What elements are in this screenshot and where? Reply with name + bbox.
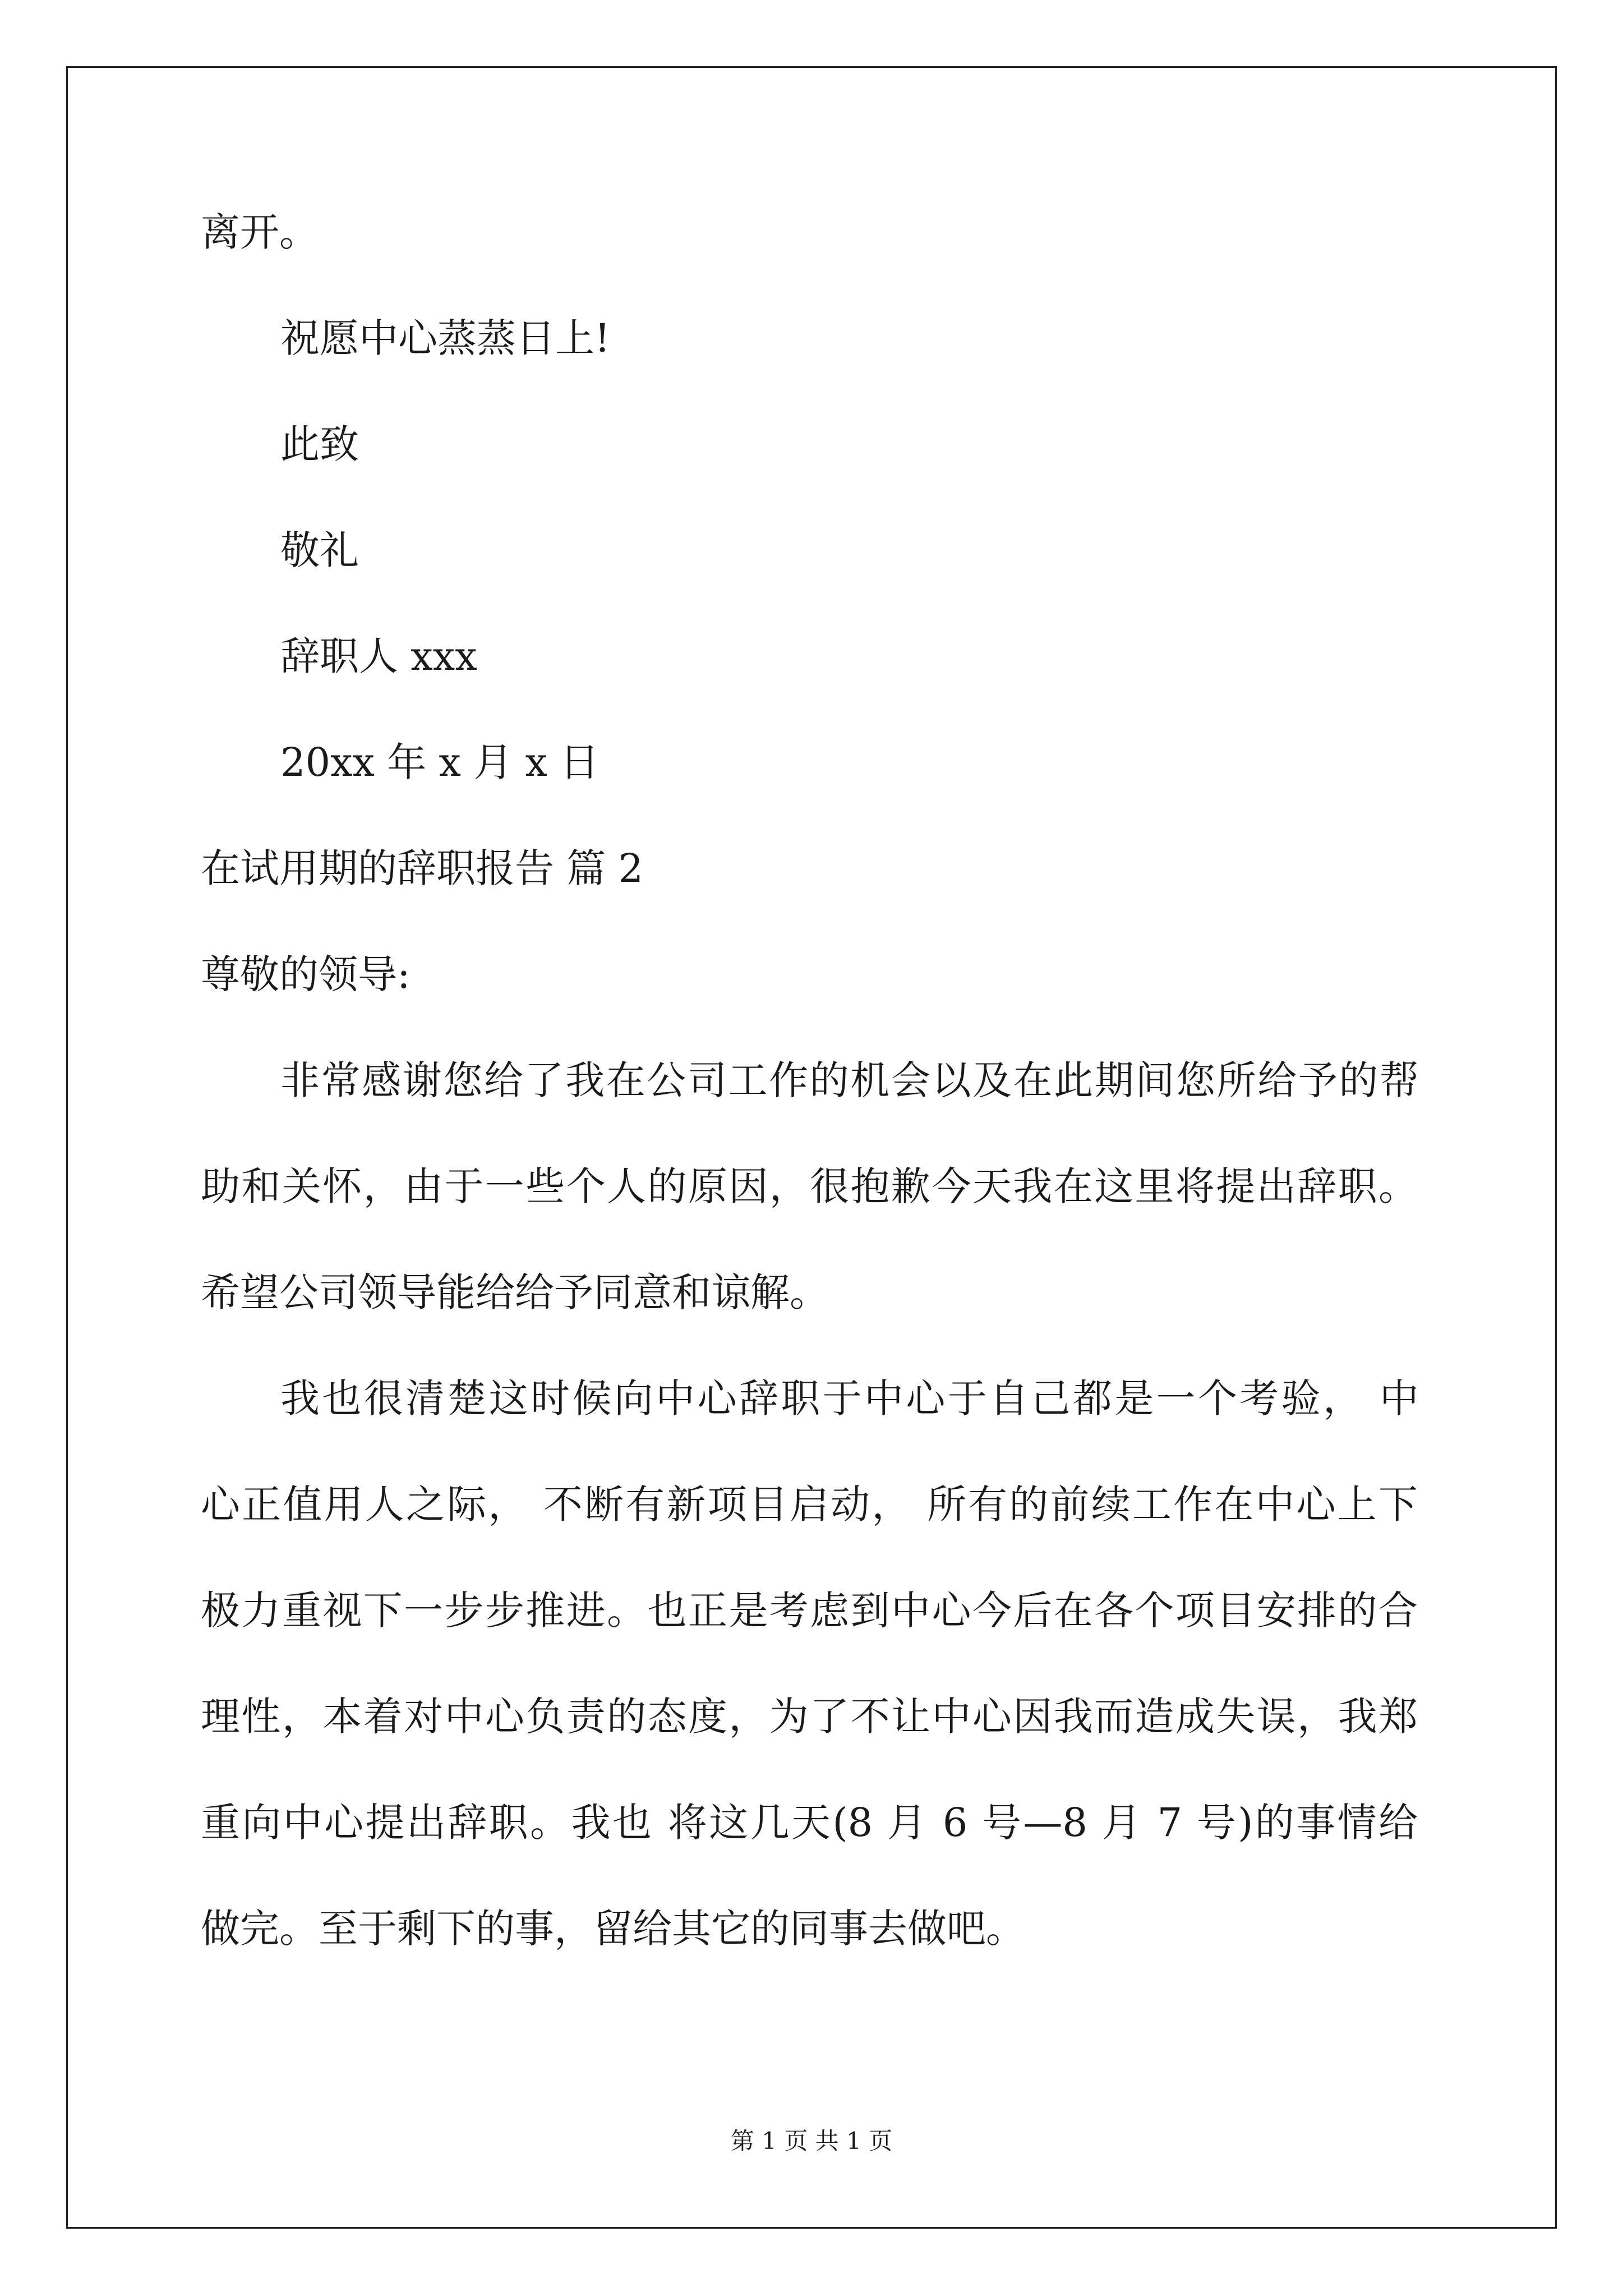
text-line: 20xx 年 x 月 x 日 xyxy=(280,739,600,785)
text-line: 此致 xyxy=(280,421,359,467)
text-line: 祝愿中心蒸蒸日上! xyxy=(280,315,611,361)
page-footer: 第 1 页 共 1 页 xyxy=(730,2127,893,2155)
text-line: 辞职人 xxx xyxy=(280,633,477,679)
text-line: 希望公司领导能给给予同意和谅解。 xyxy=(201,1269,829,1315)
salutation: 尊敬的领导: xyxy=(201,951,411,997)
section-heading: 在试用期的辞职报告 篇 2 xyxy=(201,845,644,891)
text-line: 做完。至于剩下的事，留给其它的同事去做吧。 xyxy=(201,1906,1025,1952)
text-line: 心正值用人之际， 不断有新项目启动， 所有的前续工作在中心上下 xyxy=(201,1481,1418,1527)
text-line: 极力重视下一步步推进。也正是考虑到中心今后在各个项目安排的合 xyxy=(201,1588,1418,1634)
text-line: 重向中心提出辞职。我也 将这几天(8 月 6 号—8 月 7 号)的事情给 xyxy=(201,1800,1418,1846)
text-line: 敬礼 xyxy=(280,527,359,573)
text-line: 离开。 xyxy=(201,209,319,255)
text-line: 我也很清楚这时候向中心辞职于中心于自己都是一个考验， 中 xyxy=(280,1375,1419,1421)
text-line: 理性，本着对中心负责的态度，为了不让中心因我而造成失误，我郑 xyxy=(201,1694,1418,1740)
text-line: 助和关怀，由于一些个人的原因，很抱歉今天我在这里将提出辞职。 xyxy=(201,1163,1418,1209)
text-line: 非常感谢您给了我在公司工作的机会以及在此期间您所给予的帮 xyxy=(280,1057,1419,1103)
